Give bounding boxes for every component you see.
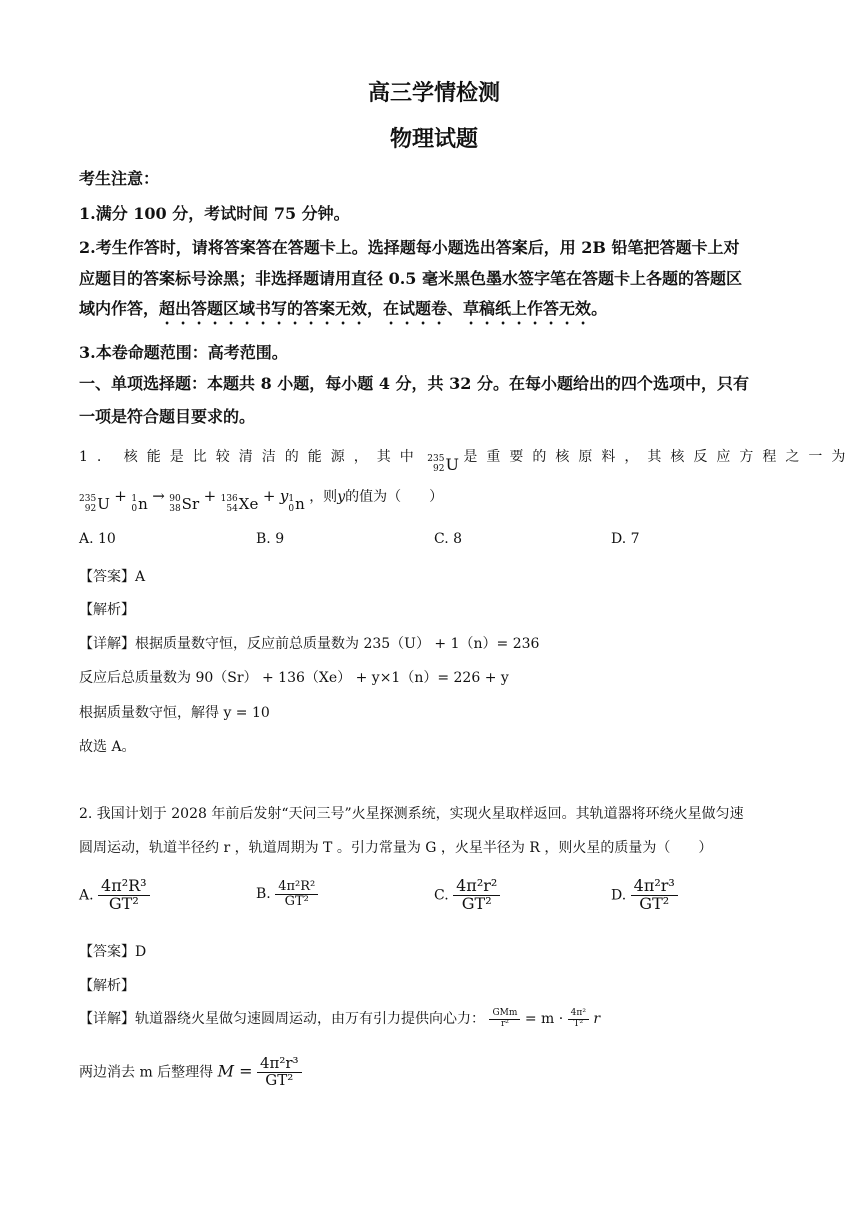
q2-option-a (79, 878, 150, 913)
q1-analysis-label: 【解析】 (79, 602, 135, 618)
charge-number: 38 (169, 504, 181, 514)
uranium-nuclide (427, 454, 459, 474)
element-symbol: n (295, 495, 305, 513)
charge-number: 92 (433, 464, 445, 474)
fraction-denominator: GT² (108, 893, 139, 913)
option-fraction (453, 878, 500, 913)
fraction-numerator: 4π²r³ (257, 1056, 302, 1073)
q1-detail-3: 根据质量数守恒，解得 y = 10 (79, 705, 270, 721)
charge-number: 0 (131, 504, 138, 514)
equation-lhs-fraction (489, 1009, 520, 1029)
q1-stem-line-1 (79, 446, 854, 474)
q1-stem-text: 1. 核能是比较清洁的能源，其中 (79, 449, 423, 465)
notice-text: ， (367, 299, 384, 318)
fraction-denominator: GT² (265, 1070, 294, 1089)
fraction-numerator: 4π²r² (453, 878, 500, 896)
fraction-denominator: GT² (461, 893, 492, 913)
fraction-numerator: 4π²r³ (631, 878, 678, 896)
result-fraction (257, 1056, 302, 1089)
q1-option-c: C. 8 (434, 531, 463, 547)
fraction-denominator: r² (500, 1018, 509, 1029)
neutron-nuclide (131, 494, 147, 514)
fraction-numerator: 4π²R² (275, 880, 318, 895)
mass-number: 235 (427, 454, 445, 464)
neutron-nuclide (288, 494, 304, 514)
element-symbol: Xe (238, 495, 259, 513)
element-symbol: Sr (181, 495, 200, 513)
q1-detail-4: 故选 A。 (79, 739, 136, 755)
fraction-numerator: 4π² (568, 1009, 589, 1019)
q2-option-b (256, 880, 318, 908)
option-label: C. (434, 887, 449, 904)
mass-number: 235 (79, 494, 97, 504)
q1-stem-text: 的值为（ ） (345, 489, 444, 505)
section-heading-line-1: 一、单项选择题：本题共 8 小题，每小题 4 分，共 32 分。在每小题给出的四个选项中，只有 (79, 374, 749, 393)
q2-analysis-label: 【解析】 (79, 978, 135, 994)
option-fraction (631, 878, 678, 913)
emphasis-text: 在试题卷、草稿纸上作答无效 (383, 299, 592, 318)
notice-heading: 考生注意： (79, 169, 160, 188)
mass-number: 1 (288, 494, 295, 504)
equation-middle: = m · (524, 1011, 564, 1027)
fraction-denominator: T² (573, 1018, 584, 1029)
section-heading-line-2: 一项是符合题目要求的。 (79, 407, 256, 426)
detail-text: 两边消去 m 后整理得 (79, 1064, 214, 1081)
q2-stem-line-2: 圆周运动，轨道半径约 r ，轨道周期为 T 。引力常量为 G ，火星半径为 R ，则火星的质量为（ ） (79, 840, 713, 856)
option-fraction (98, 878, 150, 913)
emphasis-text: 超出答题区域书写的答案无效 (159, 299, 368, 318)
element-symbol: U (445, 454, 459, 474)
fraction-denominator: GT² (284, 893, 309, 909)
q2-detail-2 (79, 1056, 302, 1089)
q1-option-d: D. 7 (611, 531, 640, 547)
element-symbol: U (97, 495, 110, 513)
notice-item-3: 3.本卷命题范围：高考范围。 (79, 343, 288, 362)
q1-option-a: A. 10 (79, 531, 116, 547)
charge-number: 0 (288, 504, 295, 514)
q1-stem-text: ，则 (309, 489, 338, 505)
q2-stem-line-1: 2. 我国计划于 2028 年前后发射“天问三号”火星探测系统，实现火星取样返回。其轨道器将环绕火星做匀速 (79, 806, 744, 822)
fraction-denominator: GT² (639, 893, 670, 913)
fraction-numerator: 4π²R³ (98, 878, 150, 896)
page-title: 高三学情检测 (367, 80, 500, 106)
q1-option-b: B. 9 (256, 531, 285, 547)
q2-answer: 【答案】D (79, 944, 147, 960)
variable-y: y (279, 487, 289, 505)
q1-detail-2: 反应后总质量数为 90（Sr） + 136（Xe） + y×1（n）= 226 + y (79, 670, 509, 686)
variable-y: y (337, 489, 346, 505)
notice-text: 域内作答， (79, 299, 160, 318)
mass-number: 1 (131, 494, 138, 504)
equation-rhs-fraction (568, 1009, 589, 1029)
notice-text: 。 (591, 299, 608, 318)
result-lhs: M = (217, 1061, 253, 1081)
q2-option-d (611, 878, 678, 913)
q1-answer: 【答案】A (79, 569, 146, 585)
mass-number: 136 (220, 494, 238, 504)
strontium-nuclide (169, 494, 199, 514)
mass-number: 90 (169, 494, 181, 504)
notice-item-2-line-3 (79, 296, 607, 328)
arrow-icon: → (152, 487, 165, 505)
xenon-nuclide (221, 494, 259, 514)
notice-item-2-line-2: 应题目的答案标号涂黑；非选择题请用直径 0.5 毫米黑色墨水签字笔在答题卡上各题的答题区 (79, 269, 742, 288)
q2-detail-1 (79, 1008, 600, 1029)
uranium-nuclide (79, 494, 110, 514)
option-fraction (275, 880, 318, 908)
q1-reaction-equation: 235 92 U + 1 0 n → 90 38 Sr + 136 54 Xe + y 1 0 n ，则y的值为（ ） (79, 487, 444, 514)
q2-option-c (434, 878, 500, 913)
notice-item-2-line-1: 2.考生作答时，请将答案答在答题卡上。选择题每小题选出答案后，用 2B 铅笔把答题卡上对 (79, 238, 740, 257)
charge-number: 54 (226, 504, 238, 514)
q1-stem-text: 是重要的核原料，其核反应方程之一为 (463, 449, 855, 465)
page-subtitle: 物理试题 (389, 126, 478, 152)
equation-tail: r (593, 1011, 601, 1027)
element-symbol: n (138, 495, 148, 513)
q1-detail-1: 【详解】根据质量数守恒，反应前总质量数为 235（U） + 1（n）= 236 (79, 636, 540, 652)
option-label: A. (79, 887, 94, 904)
charge-number: 92 (84, 504, 97, 514)
detail-text: 【详解】轨道器绕火星做匀速圆周运动，由万有引力提供向心力： (79, 1011, 485, 1027)
option-label: B. (256, 886, 271, 903)
option-label: D. (611, 887, 627, 904)
fraction-numerator: GMm (489, 1009, 520, 1019)
notice-item-1: 1.满分 100 分，考试时间 75 分钟。 (79, 204, 350, 223)
